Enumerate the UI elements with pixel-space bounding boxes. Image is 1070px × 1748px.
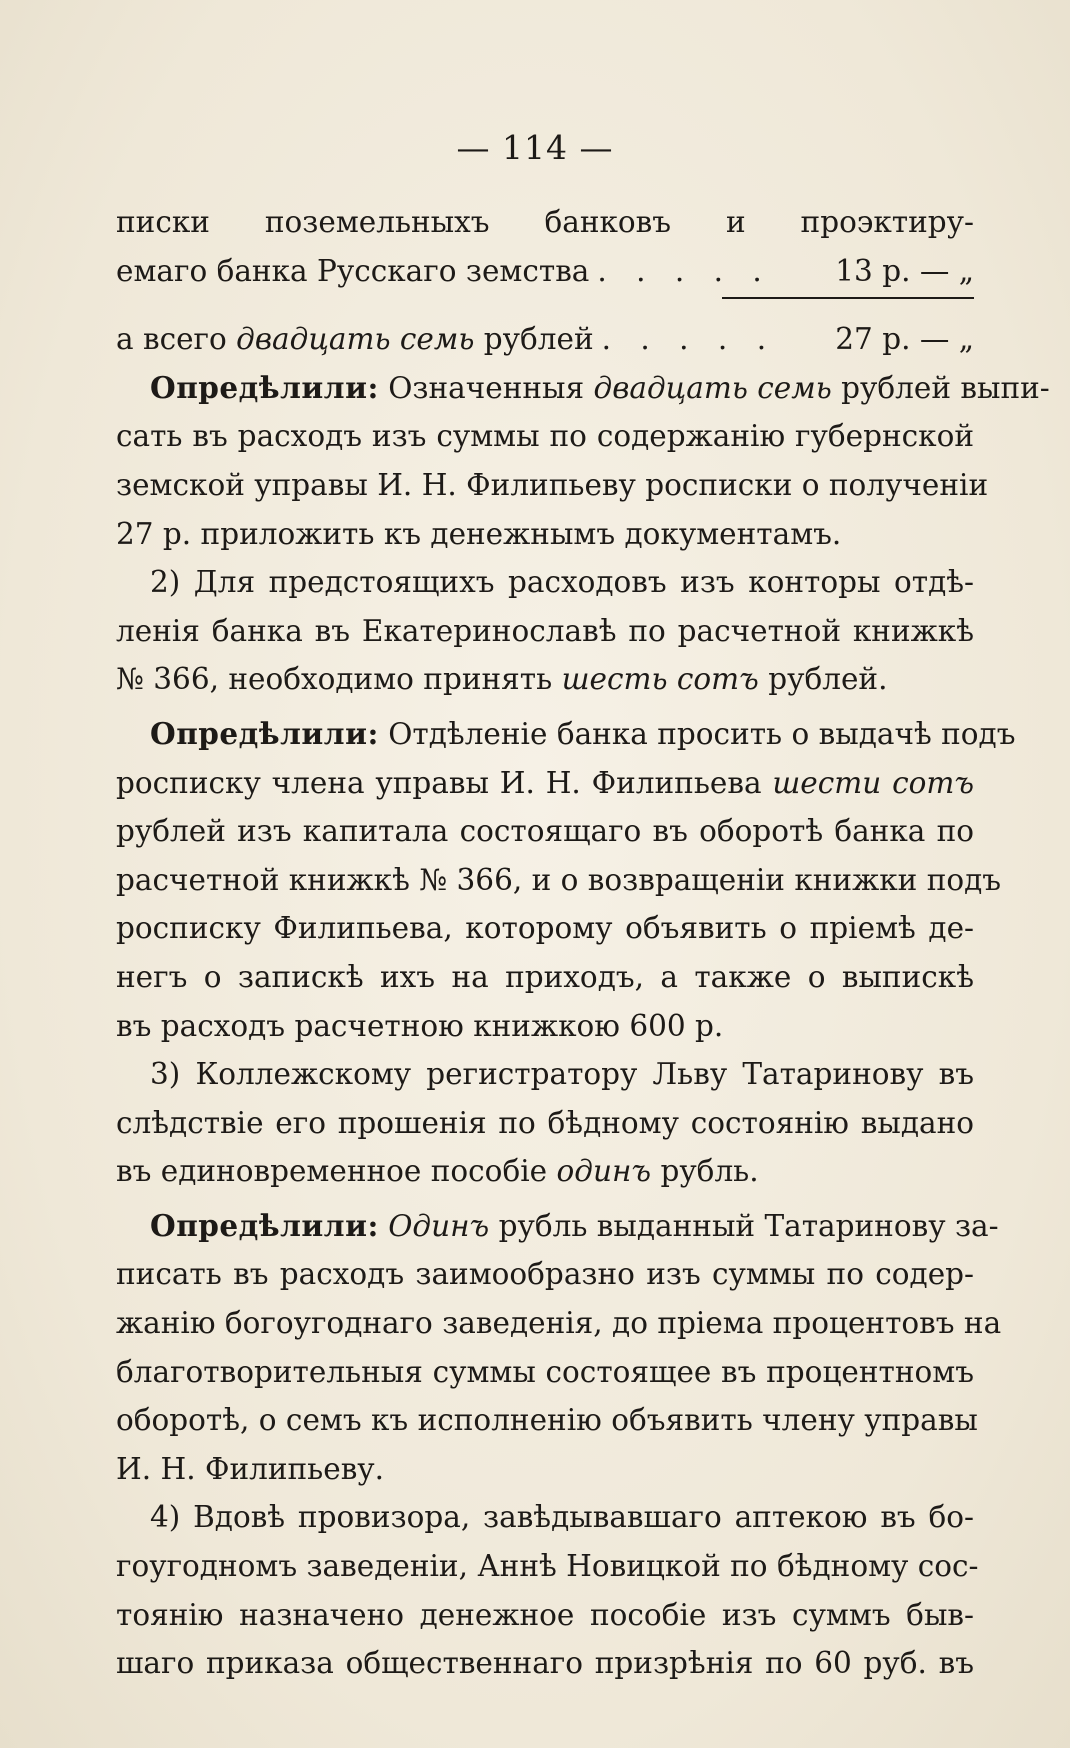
text-body — [116, 198, 1050, 1688]
text-line-total — [116, 315, 974, 364]
text-line: гоугодномъ заведеніи, Аннѣ Новицкой по бѣдному сос- — [116, 1549, 979, 1584]
text-line: въ расходъ расчетною книжкою 600 р. — [116, 1008, 724, 1043]
text-line: писать въ расходъ заимообразно изъ суммы по содер- — [116, 1257, 974, 1292]
text-line: земской управы И. Н. Филипьеву росписки о полученіи — [116, 467, 989, 502]
ledger-label: емаго банка Русскаго земства — [116, 253, 590, 288]
text-line: жанію богоугоднаго заведенія, до пріема процентовъ на — [116, 1306, 1002, 1341]
text-line: благотворительныя суммы состоящее въ процентномъ — [116, 1354, 974, 1389]
text-line: тоянію назначено денежное пособіе изъ суммъ быв- — [116, 1597, 974, 1632]
total-dots: . . . . . — [601, 322, 777, 357]
total-unit: рублей — [483, 322, 594, 357]
text-line: оборотѣ, о семъ къ исполненію объявить члену управы — [116, 1403, 978, 1438]
text-line: № 366, необходимо принять шесть сотъ рублей. — [116, 662, 888, 697]
ledger-amount: 13 р. — „ — [835, 253, 974, 288]
text-line: писки поземельныхъ банковъ и проэктиру- — [116, 205, 974, 239]
text-line: Опредѣлили: Одинъ рубль выданный Татаринову за- — [150, 1207, 999, 1243]
text-line: слѣдствіе его прошенія по бѣдному состоянію выдано — [116, 1105, 974, 1140]
resolution-heading: Опредѣлили: — [150, 715, 379, 751]
page-number: — 114 — — [456, 128, 614, 167]
text-line: въ единовременное пособіе одинъ рубль. — [116, 1154, 759, 1189]
text-line: И. Н. Филипьеву. — [116, 1451, 385, 1486]
text-line: негъ о запискѣ ихъ на приходъ, а также о выпискѣ — [116, 959, 974, 994]
text-line: рублей изъ капитала состоящаго въ оборотѣ банка по — [116, 814, 974, 849]
text-line: 27 р. приложить къ денежнымъ документамъ. — [116, 516, 842, 551]
text-line: росписку Филипьева, которому объявить о пріемѣ де- — [116, 911, 974, 946]
text-line: 4) Вдовѣ провизора, завѣдывавшаго аптекою въ бо- — [150, 1500, 974, 1535]
resolution-heading: Опредѣлили: — [150, 1207, 379, 1243]
ledger-dots: . . . . . — [597, 253, 772, 288]
text-line: 3) Коллежскому регистратору Льву Татаринову въ — [150, 1057, 974, 1092]
text-line-ledger — [116, 247, 974, 296]
text-line: расчетной книжкѣ № 366, и о возвращеніи книжки подъ — [116, 862, 1002, 897]
total-words: двадцать семь — [236, 322, 475, 357]
text-line: 2) Для предстоящихъ расходовъ изъ конторы отдѣ- — [150, 565, 974, 600]
text-line: росписку члена управы И. Н. Филипьева шести сотъ — [116, 765, 974, 800]
total-label: а всего — [116, 322, 227, 357]
total-amount: 27 р. — „ — [835, 322, 974, 357]
text-line: шаго приказа общественнаго призрѣнія по 60 руб. въ — [116, 1646, 974, 1681]
text-line: сать въ расходъ изъ суммы по содержанію губернской — [116, 419, 974, 454]
text-line: ленія банка въ Екатеринославѣ по расчетной книжкѣ — [116, 613, 974, 648]
text-line: Опредѣлили: Означенныя двадцать семь рублей выпи- — [150, 369, 1050, 405]
text-line: Опредѣлили: Отдѣленіе банка просить о выдачѣ подъ — [150, 715, 1016, 751]
resolution-heading: Опредѣлили: — [150, 369, 379, 405]
sum-rule — [116, 295, 974, 315]
